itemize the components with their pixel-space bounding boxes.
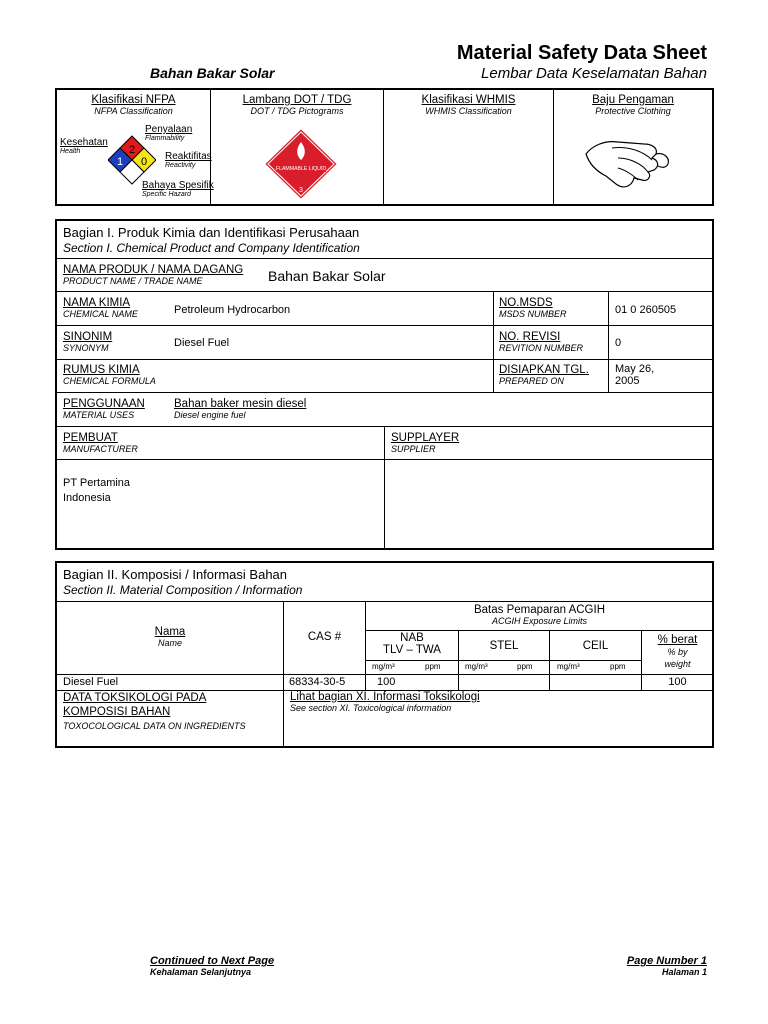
dot-header: Lambang DOT / TDG DOT / TDG Pictograms (242, 94, 352, 116)
specific-hazard-label: Bahaya Spesifik Specific Hazard (142, 180, 214, 198)
health-label: Kesehatan Health (60, 137, 108, 155)
toxicology-value: Lihat bagian XI. Informasi Toksikologi See section XI. Toxicological information (290, 691, 480, 713)
reactivity-label: Reaktifitas Reactivity (165, 151, 212, 169)
manufacturer-label: PEMBUAT MANUFACTURER (63, 432, 138, 454)
synonym-label: SINONIM SYNONYM (63, 331, 113, 353)
ingredient-tlv-mg: 100 (377, 676, 396, 688)
continued-note: Continued to Next Page Kehalaman Selanjutnya (150, 955, 275, 977)
ceil-column-header: CEIL (582, 640, 609, 652)
whmis-header: Klasifikasi WHMIS WHMIS Classification (421, 94, 516, 116)
synonym-value: Diesel Fuel (174, 337, 230, 349)
header-product-name: Bahan Bakar Solar (150, 65, 275, 81)
manufacturer-value: PT Pertamina Indonesia (63, 477, 131, 504)
revision-number-value: 0 (615, 337, 622, 349)
stel-column-header: STEL (489, 640, 519, 652)
prepared-on-value: May 26, 2005 (615, 363, 655, 387)
section-1-title-en: Section I. Chemical Product and Company Identification (63, 241, 360, 255)
page-number: Page Number 1 Halaman 1 (626, 955, 707, 977)
toxicology-label: DATA TOKSIKOLOGI PADA KOMPOSISI BAHAN TOXOCOLOGICAL DATA ON INGREDIENTS (63, 692, 246, 731)
chemical-formula-label: RUMUS KIMIA CHEMICAL FORMULA (63, 364, 156, 386)
svg-text:2: 2 (128, 144, 136, 156)
svg-text:0: 0 (140, 156, 148, 168)
flammable-liquid-placard-icon (262, 126, 340, 202)
ingredient-weight: 100 (668, 676, 687, 688)
ingredient-cas: 68334-30-5 (289, 676, 346, 688)
unit-mg-3: mg/m³ (557, 662, 580, 671)
flammability-label: Penyalaan Flammability (145, 124, 193, 142)
ppe-header: Baju Pengaman Protective Clothing (592, 94, 674, 116)
product-name-value: Bahan Bakar Solar (268, 268, 386, 284)
unit-ppm-1: ppm (425, 662, 441, 671)
cas-column-header: CAS # (307, 631, 342, 643)
prepared-on-label: DISIAPKAN TGL. PREPARED ON (499, 364, 589, 386)
document-title: Material Safety Data Sheet (456, 42, 707, 64)
supplier-label: SUPPLAYER SUPPLIER (391, 432, 460, 454)
revision-number-label: NO. REVISI REVITION NUMBER (499, 331, 584, 353)
section-2-title: Bagian II. Komposisi / Informasi Bahan (63, 567, 288, 582)
nfpa-header: Klasifikasi NFPA NFPA Classification (91, 94, 176, 116)
msds-number-value: 01 0 260505 (615, 304, 677, 316)
nab-column-header: NAB TLV – TWA (383, 632, 441, 656)
gloves-icon (582, 132, 674, 192)
msds-number-label: NO.MSDS MSDS NUMBER (499, 297, 567, 319)
unit-ppm-2: ppm (517, 662, 533, 671)
ingredient-name: Diesel Fuel (63, 676, 119, 688)
material-uses-label: PENGGUNAAN MATERIAL USES (63, 398, 145, 420)
svg-text:1: 1 (116, 156, 124, 168)
name-column-header: Nama Name (154, 626, 186, 648)
material-uses-value: Bahan baker mesin diesel Diesel engine fuel (174, 398, 307, 420)
weight-column-header: % berat % by weight (657, 634, 698, 669)
section-2-title-en: Section II. Material Composition / Information (63, 583, 303, 597)
unit-mg-1: mg/m³ (372, 662, 395, 671)
chemical-name-label: NAMA KIMIA CHEMICAL NAME (63, 297, 138, 319)
svg-text:3: 3 (299, 187, 303, 194)
unit-ppm-3: ppm (610, 662, 626, 671)
chemical-name-value: Petroleum Hydrocarbon (174, 304, 291, 316)
section-1-title: Bagian I. Produk Kimia dan Identifikasi Perusahaan (63, 225, 360, 240)
nfpa-diamond-icon (108, 135, 156, 185)
acgih-limits-header: Batas Pemaparan ACGIH ACGIH Exposure Limits (473, 604, 606, 626)
svg-text:FLAMMABLE LIQUID: FLAMMABLE LIQUID (275, 166, 327, 172)
document-subtitle: Lembar Data Keselamatan Bahan (481, 65, 707, 82)
unit-mg-2: mg/m³ (465, 662, 488, 671)
product-name-label: NAMA PRODUK / NAMA DAGANG PRODUCT NAME / TRADE NAME (63, 264, 244, 286)
